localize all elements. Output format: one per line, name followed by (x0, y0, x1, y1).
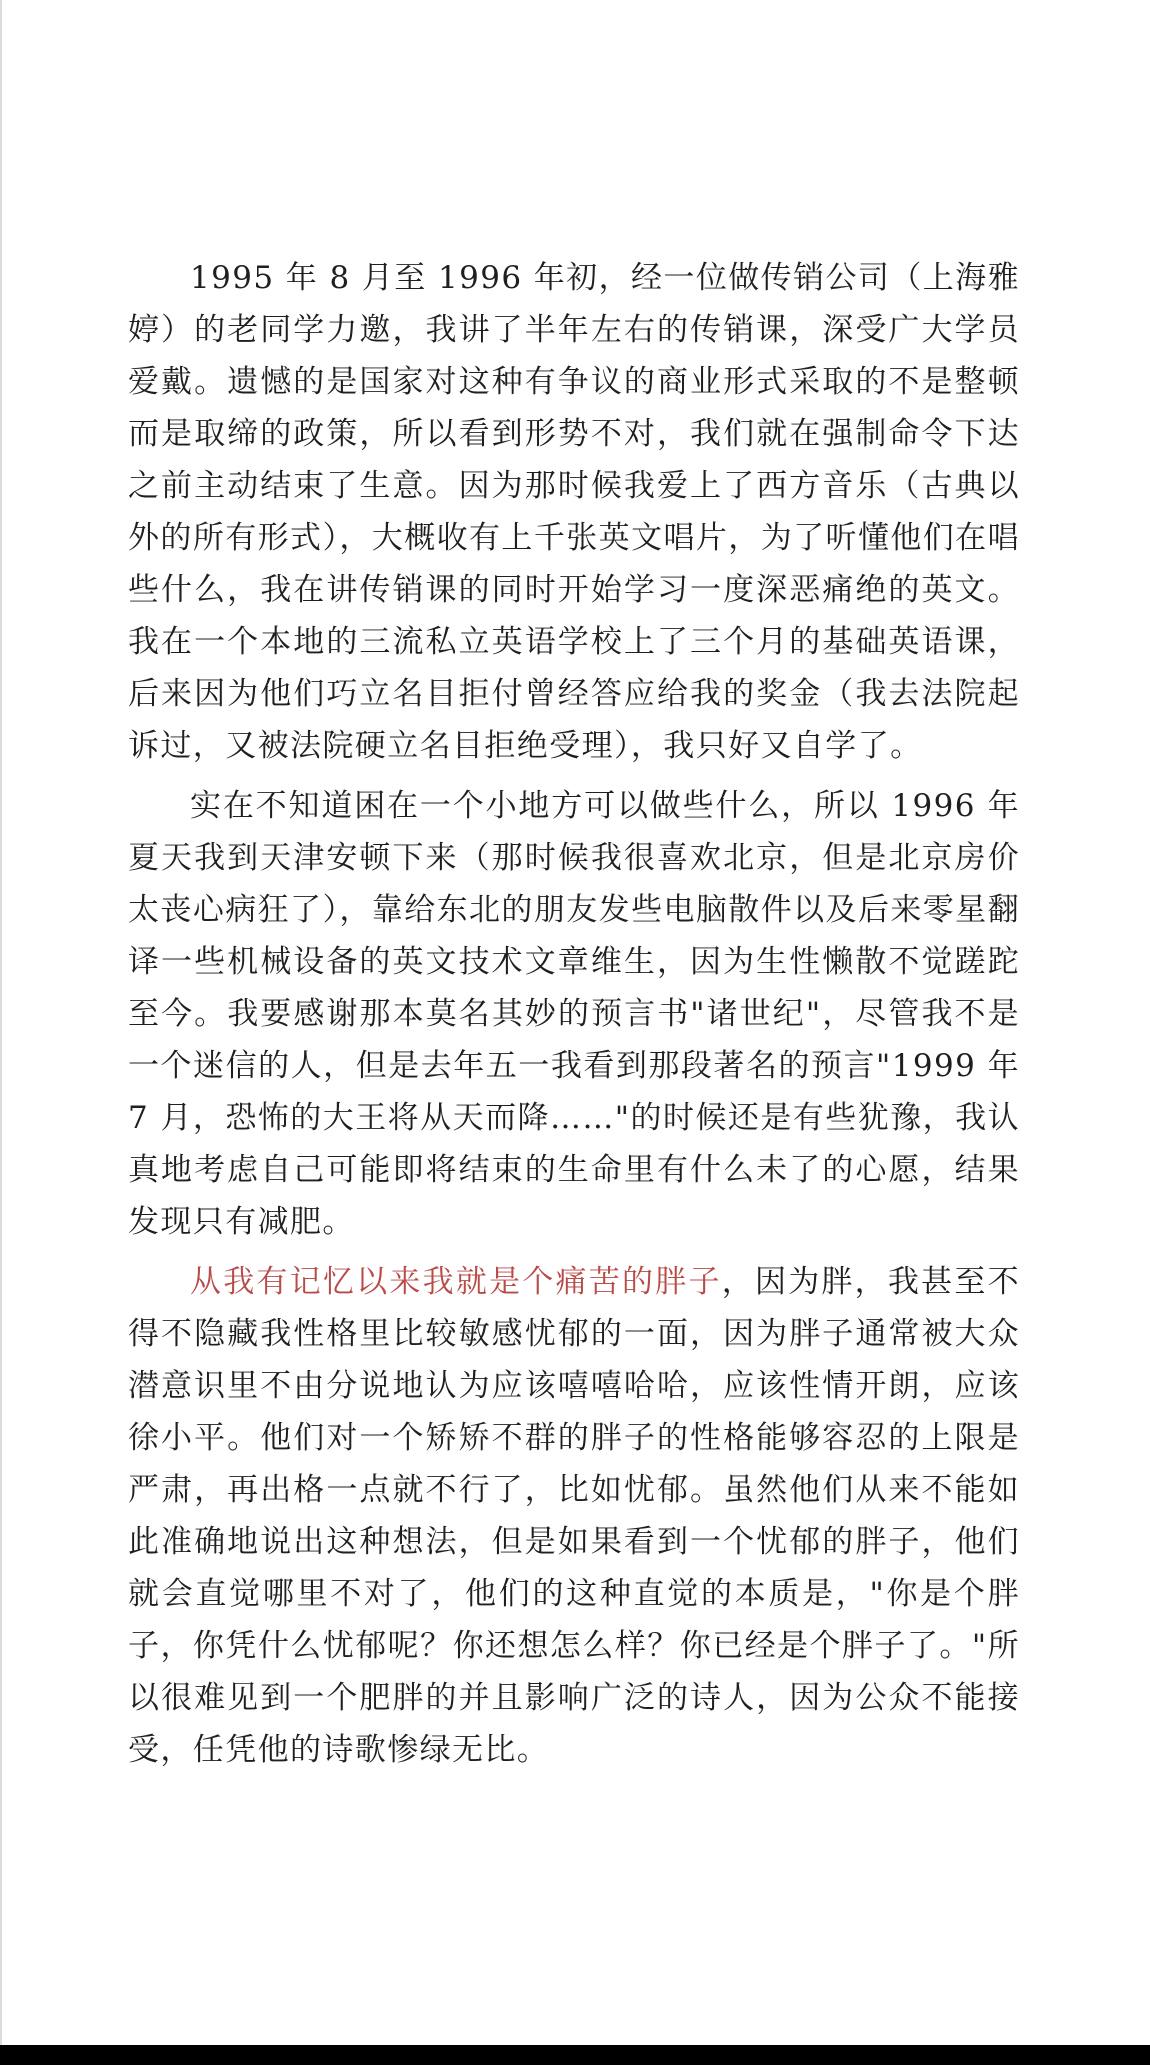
highlighted-sentence: 从我有记忆以来我就是个痛苦的胖子 (190, 1264, 722, 1300)
screen-bottom-bar (0, 2045, 1150, 2065)
paragraph-3-body: ，因为胖，我甚至不得不隐藏我性格里比较敏感忧郁的一面，因为胖子通常被大众潜意识里不由分说地认为应该嘻嘻哈哈，应该性情开朗，应该徐小平。他们对一个矫矫不群的胖子的性格能够容忍的上限是严肃，再出格一点就不行了，比如忧郁。虽然他们从来不能如此准确地说出这种想法，但是如果看到一个忧郁的胖子，他们就会直觉哪里不对了，他们的这种直觉的本质是，"你是个胖子，你凭什么忧郁呢？你还想怎么样？你已经是个胖子了。"所以很难见到一个肥胖的并且影响广泛的诗人，因为公众不能接受，任凭他的诗歌惨绿无比。 (128, 1264, 1020, 1768)
paragraph-1: 1995 年 8 月至 1996 年初，经一位做传销公司（上海雅婷）的老同学力邀，我讲了半年左右的传销课，深受广大学员爱戴。遗憾的是国家对这种有争议的商业形式采取的不是整顿而是取缔的政策，所以看到形势不对，我们就在强制命令下达之前主动结束了生意。因为那时候我爱上了西方音乐（古典以外的所有形式），大概收有上千张英文唱片，为了听懂他们在唱些什么，我在讲传销课的同时开始学习一度深恶痛绝的英文。我在一个本地的三流私立英语学校上了三个月的基础英语课，后来因为他们巧立名目拒付曾经答应给我的奖金（我去法院起诉过，又被法院硬立名目拒绝受理），我只好又自学了。 (128, 260, 1020, 764)
page-edge-divider (0, 0, 2, 2045)
document-text-block (128, 252, 1020, 1788)
paragraph-3 (128, 1256, 1020, 1776)
paragraph-2: 实在不知道困在一个小地方可以做些什么，所以 1996 年夏天我到天津安顿下来（那时候我很喜欢北京，但是北京房价太丧心病狂了），靠给东北的朋友发些电脑散件以及后来零星翻译一些机械设备的英文技术文章维生，因为生性懒散不觉蹉跎至今。我要感谢那本莫名其妙的预言书"诸世纪"，尽管我不是一个迷信的人，但是去年五一我看到那段著名的预言"1999 年 7 月，恐怖的大王将从天而降……"的时候还是有些犹豫，我认真地考虑自己可能即将结束的生命里有什么未了的心愿，结果发现只有减肥。 (128, 788, 1020, 1240)
